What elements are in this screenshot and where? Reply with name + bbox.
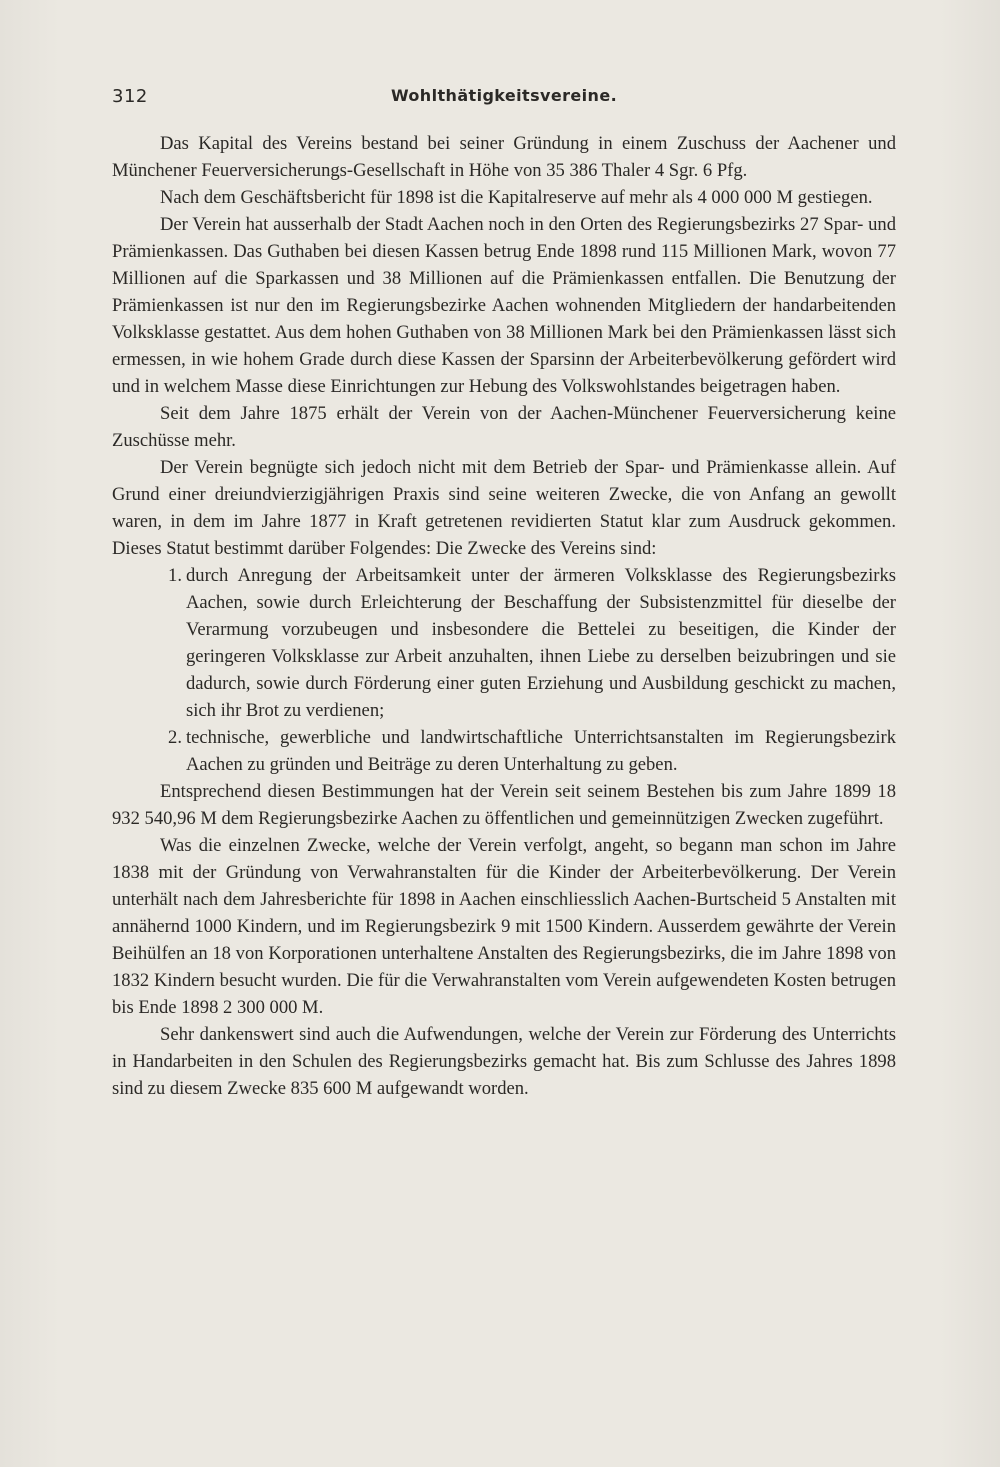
paragraph-handicraft: Sehr dankenswert sind auch die Aufwendungen, welche der Verein zur Förderung des Unterrichts in Handarbeiten in den Schulen des Regierungsbezirks gemacht hat. Bis zum Schlusse des Jahres 1898 sind zu diesem Zwecke 835 600 M aufgewandt worden. bbox=[112, 1024, 896, 1099]
purpose-text: technische, gewerbliche und landwirtschaftliche Unterrichtsanstalten im Regierungsbezirk Aachen zu gründen und Beiträge zu deren Unterhaltung zu geben. bbox=[186, 727, 896, 775]
paragraph-capital: Das Kapital des Vereins bestand bei seiner Gründung in einem Zuschuss der Aachener und Münchener Feuerversicherungs-Gesellschaft in Höhe von 35 386 Thaler 4 Sgr. 6 Pfg. bbox=[112, 133, 896, 181]
purposes-list bbox=[112, 562, 896, 778]
paragraph-total-funds: Entsprechend diesen Bestimmungen hat der Verein seit seinem Bestehen bis zum Jahre 1899 18 932 540,96 M dem Regierungsbezirke Aachen zu öffentlichen und gemeinnützigen Zwecken zugeführt. bbox=[112, 781, 896, 829]
running-title: Wohlthätigkeitsvereine. bbox=[390, 86, 618, 105]
body-text bbox=[112, 130, 896, 1102]
purpose-item bbox=[112, 724, 896, 778]
paragraph-reserve: Nach dem Geschäftsbericht für 1898 ist die Kapitalreserve auf mehr als 4 000 000 M gestiegen. bbox=[160, 187, 873, 208]
paragraph-statute: Der Verein begnügte sich jedoch nicht mit dem Betrieb der Spar- und Prämienkasse allein. Auf Grund einer dreiundvierzigjährigen Praxis sind seine weiteren Zwecke, die von Anfang an gewollt waren, in dem im Jahre 1877 in Kraft getretenen revidierten Statut klar zum Ausdruck gekommen. Dieses Statut bestimmt darüber Folgendes: Die Zwecke des Vereins sind: bbox=[112, 457, 896, 559]
page-number: 312 bbox=[112, 86, 148, 107]
purpose-number: 2. bbox=[168, 727, 182, 748]
purpose-text: durch Anregung der Arbeitsamkeit unter der ärmeren Volksklasse des Regierungsbezirks Aachen, sowie durch Erleichterung der Beschaffung der Subsistenzmittel für dieselbe der Verarmung vorzubeugen und insbesondere die Bettelei zu beseitigen, die Kinder der geringeren Volksklasse zur Arbeit anzuhalten, ihnen Liebe zu derselben beizubringen und sie dadurch, sowie durch Förderung einer guten Erziehung und Ausbildung geschickt zu machen, sich ihr Brot zu verdienen; bbox=[186, 565, 896, 721]
purpose-item bbox=[112, 562, 896, 724]
paragraph-subsidies: Seit dem Jahre 1875 erhält der Verein von der Aachen-Münchener Feuerversicherung keine Zuschüsse mehr. bbox=[112, 403, 896, 451]
paragraph-savings-banks: Der Verein hat ausserhalb der Stadt Aachen noch in den Orten des Regierungsbezirks 27 Spar- und Prämienkassen. Das Guthaben bei diesen Kassen betrug Ende 1898 rund 115 Millionen Mark, wovon 77 Millionen auf die Sparkassen und 38 Millionen auf die Prämienkassen entfallen. Die Benutzung der Prämienkassen ist nur den im Regierungsbezirke Aachen wohnenden Mitgliedern der handarbeitenden Volksklasse gestattet. Aus dem hohen Guthaben von 38 Millionen Mark bei den Prämienkassen lässt sich ermessen, in wie hohem Grade durch diese Kassen der Sparsinn der Arbeiterbevölkerung gefördert wird und in welchem Masse diese Einrichtungen zur Hebung des Volkswohlstandes beigetragen haben. bbox=[112, 214, 896, 397]
paragraph-daycare: Was die einzelnen Zwecke, welche der Verein verfolgt, angeht, so begann man schon im Jahre 1838 mit der Gründung von Verwahranstalten für die Kinder der Arbeiterbevölkerung. Der Verein unterhält nach dem Jahresberichte für 1898 in Aachen einschliesslich Aachen-Burtscheid 5 Anstalten mit annähernd 1000 Kindern, und im Regierungsbezirk 9 mit 1500 Kindern. Ausserdem gewährte der Verein Beihülfen an 18 von Korporationen unterhaltene Anstalten des Regierungsbezirks, die im Jahre 1898 von 1832 Kindern besucht wurden. Die für die Verwahranstalten vom Verein aufgewendeten Kosten betrugen bis Ende 1898 2 300 000 M. bbox=[112, 835, 896, 1018]
page-header bbox=[112, 84, 896, 114]
purpose-number: 1. bbox=[168, 565, 182, 586]
